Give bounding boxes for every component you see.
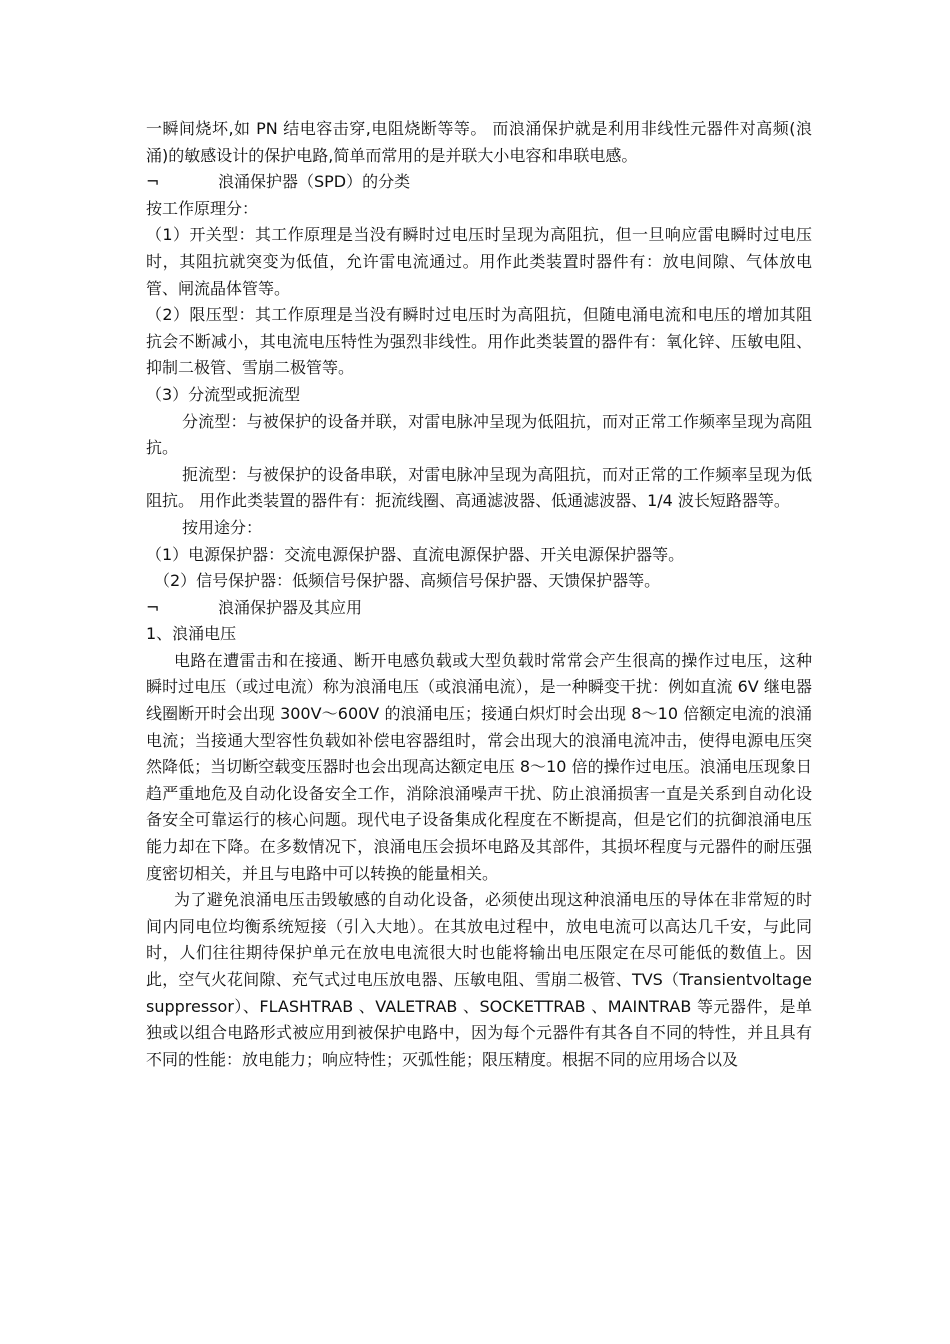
paragraph-shunt-choke-type: （3）分流型或扼流型 [146,384,301,404]
paragraph-protection-components: 为了避免浪涌电压击毁敏感的自动化设备，必须使出现这种浪涌电压的导体在非常短的时间内同电位均衡系统短接（引入大地）。在其放电过程中，放电电流可以高达几千安，与此同时，人们往往期待保护单元在放电电流很大时也能将输出电压限定在尽可能低的数值上。因此，空气火花间隙、充气式过电压放电器、压敏电阻、雪崩二极管、TVS（Transientvoltagesuppressor）、FLASHTRAB 、VALETRAB 、SOCKETTRAB 、MAINTRAB 等元器件，是单独或以组合电路形式被应用到被保护电路中，因为每个元器件有其各自不同的特性，并且具有不同的性能：放电能力；响应特性；灭弧性能；限压精度。根据不同的应用场合以及 [146,890,812,1069]
heading-marker: ¬ [146,597,160,617]
paragraph-shunt: 分流型：与被保护的设备并联，对雷电脉冲呈现为低阻抗，而对正常工作频率呈现为高阻抗。 [146,411,812,458]
heading-text: 浪涌保护器及其应用 [218,597,363,617]
paragraph-limit-type: （2）限压型：其工作原理是当没有瞬时过电压时为高阻抗，但随电涌电流和电压的增加其阻抗会不断减小，其电流电压特性为强烈非线性。用作此类装置的器件有：氧化锌、压敏电阻、抑制二极管、雪崩二极管等。 [146,305,812,378]
paragraph-by-principle: 按工作原理分： [146,198,259,218]
heading-marker: ¬ [146,172,160,192]
paragraph-surge-voltage-body: 电路在遭雷击和在接通、断开电感负载或大型负载时常常会产生很高的操作过电压，这种瞬时过电压（或过电流）称为浪涌电压（或浪涌电流），是一种瞬变干扰：例如直流 6V 继电器线圈断开时会出现 300V～600V 的浪涌电压；接通白炽灯时会出现 8～10 倍额定电流的浪涌电流；当接通大型容性负载如补偿电容器组时，常会出现大的浪涌电流冲击，使得电源电压突然降低；当切断空载变压器时也会出现高达额定电压 8～10 倍的操作过电压。浪涌电压现象日趋严重地危及自动化设备安全工作，消除浪涌噪声干扰、防止浪涌损害一直是关系到自动化设备安全可靠运行的核心问题。现代电子设备集成化程度在不断提高，但是它们的抗御浪涌电压能力却在下降。在多数情况下，浪涌电压会损坏电路及其部件，其损坏程度与元器件的耐压强度密切相关，并且与电路中可以转换的能量相关。 [146,650,812,883]
paragraph-by-usage: 按用途分： [182,517,263,537]
section-heading-spd-application [146,595,812,622]
paragraph-signal-protector: （2）信号保护器：低频信号保护器、高频信号保护器、天馈保护器等。 [154,571,661,591]
section-heading-spd-classification [146,169,812,196]
paragraph-surge-voltage-title: 1、浪涌电压 [146,624,237,644]
paragraph-power-protector: （1）电源保护器：交流电源保护器、直流电源保护器、开关电源保护器等。 [146,544,685,564]
document-page [146,116,812,1073]
heading-text: 浪涌保护器（SPD）的分类 [218,172,411,192]
paragraph-choke: 扼流型：与被保护的设备串联，对雷电脉冲呈现为高阻抗，而对正常的工作频率呈现为低阻抗。 用作此类装置的器件有：扼流线圈、高通滤波器、低通滤波器、1/4 波长短路器等。 [146,464,812,511]
paragraph-intro: 一瞬间烧坏,如 PN 结电容击穿,电阻烧断等等。 而浪涌保护就是利用非线性元器件对高频(浪涌)的敏感设计的保护电路,简单而常用的是并联大小电容和串联电感。 [146,119,812,165]
paragraph-switch-type: （1）开关型：其工作原理是当没有瞬时过电压时呈现为高阻抗，但一旦响应雷电瞬时过电压时，其阻抗就突变为低值，允许雷电流通过。用作此类装置时器件有：放电间隙、气体放电管、闸流晶体管等。 [146,225,812,298]
